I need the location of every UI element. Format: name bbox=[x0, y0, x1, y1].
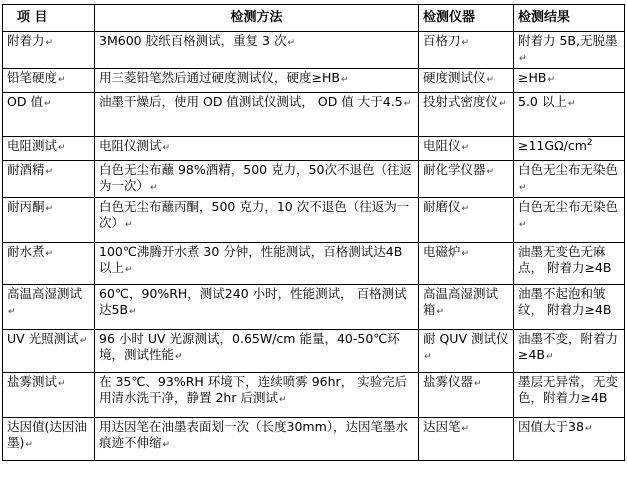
cell-text: 百格刀 bbox=[423, 33, 461, 48]
cell-text: 检测方法 bbox=[230, 10, 283, 25]
cell-result bbox=[514, 418, 625, 461]
cell-text: 盐雾测试 bbox=[7, 374, 58, 389]
cell-text: 耐水煮 bbox=[7, 244, 45, 259]
cell-text: 耐 QUV 测试仪 bbox=[423, 331, 509, 346]
cell-result bbox=[514, 285, 625, 330]
paragraph-mark: ↵ bbox=[162, 440, 171, 450]
cell-text: 检测结果 bbox=[518, 10, 571, 25]
paragraph-mark: ↵ bbox=[129, 307, 137, 317]
cell-text: 白色无尘布蘸丙酮，500 克力，10 次不退色（往返为一次） bbox=[99, 199, 410, 230]
paragraph-mark: ↵ bbox=[567, 99, 576, 109]
cell-result bbox=[514, 243, 625, 285]
paragraph-mark: ↵ bbox=[486, 167, 495, 177]
table-row bbox=[3, 161, 625, 198]
paragraph-mark: ↵ bbox=[424, 352, 432, 362]
cell-text: 电磁炉 bbox=[423, 244, 461, 259]
cell-result bbox=[514, 137, 625, 161]
cell-text: 高温高湿测试 bbox=[7, 286, 83, 301]
table-row bbox=[3, 373, 625, 418]
superscript-text: 2 bbox=[586, 137, 593, 148]
cell-item bbox=[3, 69, 95, 93]
cell-text: 用达因笔在油墨表面划一次（长度30mm），达因笔墨水痕迹不伸缩 bbox=[99, 419, 409, 450]
paragraph-mark: ↵ bbox=[474, 379, 482, 389]
cell-text: 电阻仪测试 bbox=[99, 138, 162, 153]
cell-item bbox=[3, 418, 95, 461]
table-row bbox=[3, 198, 625, 243]
cell-text: 96 小时 UV 光源测试，0.65W/cm 能量，40-50℃环境，测试性能 bbox=[99, 331, 400, 362]
cell-text: 硬度测试仪 bbox=[423, 70, 486, 85]
cell-instrument bbox=[419, 418, 514, 461]
table-row bbox=[3, 243, 625, 285]
cell-method bbox=[95, 137, 419, 161]
cell-result bbox=[514, 69, 625, 93]
cell-text: 耐磨仪 bbox=[423, 199, 461, 214]
cell-text: ≥HB bbox=[518, 70, 547, 85]
header-method bbox=[95, 5, 419, 32]
table-row bbox=[3, 330, 625, 373]
paragraph-mark: ↵ bbox=[436, 307, 445, 317]
cell-instrument bbox=[419, 137, 514, 161]
paragraph-mark: ↵ bbox=[340, 75, 349, 85]
paragraph-mark: ↵ bbox=[486, 75, 495, 85]
cell-result bbox=[514, 93, 625, 137]
paragraph-mark: ↵ bbox=[403, 99, 412, 109]
header-row bbox=[3, 5, 625, 32]
table-row bbox=[3, 93, 625, 137]
cell-text: 油墨不变，附着力 ≥4B bbox=[518, 331, 619, 362]
paragraph-mark: ↵ bbox=[461, 424, 470, 434]
paragraph-mark: ↵ bbox=[499, 99, 507, 109]
cell-text: 附着力 bbox=[7, 33, 45, 48]
table-row bbox=[3, 418, 625, 461]
cell-text: 墨层无异常，无变色，附着力≥4B bbox=[518, 374, 619, 405]
cell-text: 油墨无变色无麻点， 附着力≥4B bbox=[518, 244, 612, 275]
paragraph-mark: ↵ bbox=[45, 167, 54, 177]
paragraph-mark: ↵ bbox=[58, 379, 66, 389]
cell-instrument bbox=[419, 69, 514, 93]
paragraph-mark: ↵ bbox=[547, 75, 555, 85]
cell-method bbox=[95, 285, 419, 330]
paragraph-mark: ↵ bbox=[125, 265, 133, 275]
cell-text: 60℃，90%RH，测试240 小时，性能测试， 百格测试达5B bbox=[99, 286, 407, 317]
cell-method bbox=[95, 243, 419, 285]
paragraph-mark: ↵ bbox=[278, 395, 287, 405]
header-instrument bbox=[419, 5, 514, 32]
paragraph-mark: ↵ bbox=[461, 204, 470, 214]
cell-result bbox=[514, 373, 625, 418]
cell-item bbox=[3, 198, 95, 243]
cell-text: 油墨干燥后，使用 OD 值测试仪测试， OD 值 大于4.5 bbox=[99, 94, 403, 109]
cell-instrument bbox=[419, 285, 514, 330]
paragraph-mark: ↵ bbox=[461, 249, 470, 259]
cell-text: 检测仪器 bbox=[423, 10, 476, 25]
cell-text: 在 35℃、93%RH 环境下，连续喷雾 96hr， 实验完后用清水洗干净，静置 2hr 后测试 bbox=[99, 374, 408, 405]
cell-instrument bbox=[419, 161, 514, 198]
header-result bbox=[514, 5, 625, 32]
cell-text: 电阻测试 bbox=[7, 138, 58, 153]
cell-instrument bbox=[419, 93, 514, 137]
cell-text: 油墨不起泡和皱纹， 附着力≥4B bbox=[518, 286, 612, 317]
paragraph-mark: ↵ bbox=[519, 183, 527, 193]
cell-method bbox=[95, 373, 419, 418]
paragraph-mark: ↵ bbox=[546, 352, 554, 362]
cell-instrument bbox=[419, 198, 514, 243]
cell-method bbox=[95, 330, 419, 373]
spec-table-body bbox=[3, 5, 625, 461]
cell-text: 盐雾仪器 bbox=[423, 374, 474, 389]
paragraph-mark: ↵ bbox=[461, 143, 470, 153]
cell-text: 达因笔 bbox=[423, 419, 461, 434]
cell-text: 3M600 胶纸百格测试，重复 3 次 bbox=[99, 33, 287, 48]
paragraph-mark: ↵ bbox=[175, 352, 183, 362]
table-row bbox=[3, 137, 625, 161]
cell-text: 高温高湿测试箱 bbox=[423, 286, 499, 317]
cell-item bbox=[3, 285, 95, 330]
paragraph-mark: ↵ bbox=[58, 75, 66, 85]
paragraph-mark: ↵ bbox=[8, 307, 16, 317]
paragraph-mark: ↵ bbox=[79, 336, 88, 346]
cell-text: 5.0 以上 bbox=[518, 94, 567, 109]
table-row bbox=[3, 285, 625, 330]
cell-method bbox=[95, 69, 419, 93]
paragraph-mark: ↵ bbox=[461, 38, 470, 48]
paragraph-mark: ↵ bbox=[584, 424, 593, 434]
cell-text: 100℃沸腾开水煮 30 分钟，性能测试，百格测试达4B 以上 bbox=[99, 244, 403, 275]
cell-text: 达因值(达因油墨) bbox=[7, 419, 87, 450]
cell-text: 耐丙酮 bbox=[7, 199, 45, 214]
cell-result bbox=[514, 330, 625, 373]
cell-result bbox=[514, 161, 625, 198]
cell-text: 白色无尘布无染色 bbox=[518, 162, 619, 177]
cell-instrument bbox=[419, 330, 514, 373]
cell-method bbox=[95, 161, 419, 198]
cell-item bbox=[3, 243, 95, 285]
cell-item bbox=[3, 137, 95, 161]
cell-item bbox=[3, 93, 95, 137]
cell-item bbox=[3, 330, 95, 373]
paragraph-mark: ↵ bbox=[519, 220, 527, 230]
cell-text: 电阻仪 bbox=[423, 138, 461, 153]
cell-result bbox=[514, 32, 625, 69]
cell-method bbox=[95, 32, 419, 69]
cell-instrument bbox=[419, 32, 514, 69]
paragraph-mark: ↵ bbox=[45, 249, 54, 259]
paragraph-mark: ↵ bbox=[125, 220, 133, 230]
cell-text: 铅笔硬度 bbox=[7, 70, 58, 85]
cell-text: 用三菱铅笔然后通过硬度测试仪，硬度≥HB bbox=[99, 70, 340, 85]
cell-result bbox=[514, 198, 625, 243]
cell-text: UV 光照测试 bbox=[7, 331, 79, 346]
cell-instrument bbox=[419, 243, 514, 285]
paragraph-mark: ↵ bbox=[287, 38, 296, 48]
paragraph-mark: ↵ bbox=[45, 38, 54, 48]
cell-text: 白色无尘布蘸 98%酒精，500 克力，50次不退色（往返为一次） bbox=[99, 162, 412, 193]
cell-method bbox=[95, 198, 419, 243]
cell-text: 白色无尘布无染色 bbox=[518, 199, 619, 214]
cell-text: ≥11GΩ/cm bbox=[518, 138, 587, 153]
spec-table bbox=[2, 4, 625, 461]
cell-text: 附着力 5B,无脱墨 bbox=[518, 33, 618, 48]
cell-text: OD 值 bbox=[7, 94, 43, 109]
paragraph-mark: ↵ bbox=[25, 440, 33, 450]
cell-item bbox=[3, 32, 95, 69]
cell-text: 项 目 bbox=[17, 10, 48, 25]
cell-item bbox=[3, 161, 95, 198]
paragraph-mark: ↵ bbox=[519, 54, 527, 64]
paragraph-mark: ↵ bbox=[58, 143, 66, 153]
paragraph-mark: ↵ bbox=[43, 99, 52, 109]
paragraph-mark: ↵ bbox=[45, 204, 54, 214]
cell-item bbox=[3, 373, 95, 418]
cell-text: 耐化学仪器 bbox=[423, 162, 486, 177]
cell-text: 投射式密度仪 bbox=[423, 94, 499, 109]
cell-method bbox=[95, 418, 419, 461]
header-item bbox=[3, 5, 95, 32]
cell-text: 因值大于38 bbox=[518, 419, 584, 434]
table-row bbox=[3, 32, 625, 69]
cell-text: 耐酒精 bbox=[7, 162, 45, 177]
paragraph-mark: ↵ bbox=[150, 183, 158, 193]
paragraph-mark: ↵ bbox=[162, 143, 171, 153]
table-row bbox=[3, 69, 625, 93]
cell-instrument bbox=[419, 373, 514, 418]
cell-method bbox=[95, 93, 419, 137]
